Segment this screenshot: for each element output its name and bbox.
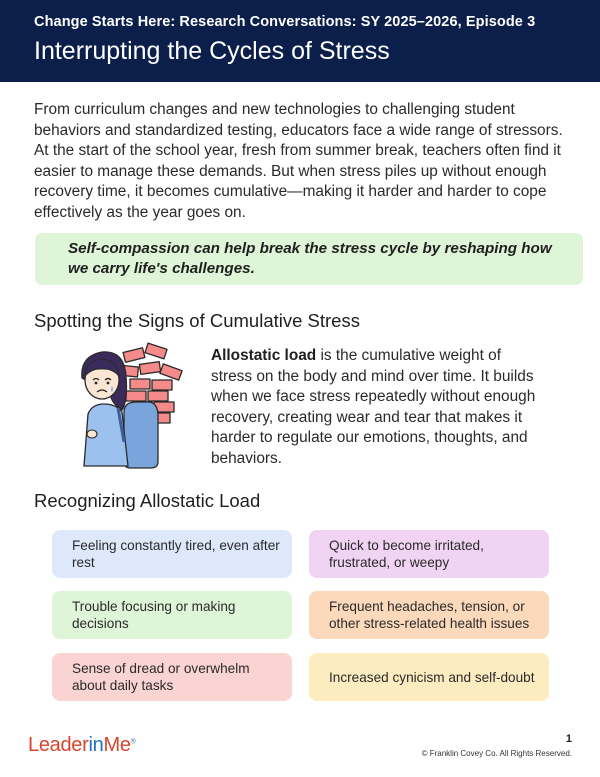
page-title: Interrupting the Cycles of Stress xyxy=(34,37,390,65)
callout-box xyxy=(35,233,583,285)
sign-card-cynicism: Increased cynicism and self-doubt xyxy=(309,653,549,701)
copyright-notice: © Franklin Covey Co. All Rights Reserved. xyxy=(421,749,572,758)
callout-text: Self-compassion can help break the stress cycle by reshaping how we carry life's challenges. xyxy=(68,240,552,277)
sign-card-headaches: Frequent headaches, tension, or other stress-related health issues xyxy=(309,591,549,639)
stressed-person-carrying-bricks-icon xyxy=(72,342,196,470)
allostatic-load-paragraph xyxy=(211,346,541,469)
series-title: Change Starts Here: Research Conversations: SY 2025–2026, Episode 3 xyxy=(34,14,536,30)
section-heading-recognizing: Recognizing Allostatic Load xyxy=(34,490,261,511)
sign-card-dread: Sense of dread or overwhelm about daily tasks xyxy=(52,653,292,701)
section-heading-signs: Spotting the Signs of Cumulative Stress xyxy=(34,310,360,331)
sign-card-focus: Trouble focusing or making decisions xyxy=(52,591,292,639)
leader-in-me-logo: LeaderinMe® xyxy=(28,734,136,756)
sign-card-irritated: Quick to become irritated, frustrated, or weepy xyxy=(309,530,549,578)
page-number: 1 xyxy=(565,733,572,745)
sign-card-tired: Feeling constantly tired, even after rest xyxy=(52,530,292,578)
page-header xyxy=(0,0,600,82)
allostatic-load-term: Allostatic load xyxy=(211,347,317,364)
allostatic-load-definition: is the cumulative weight of stress on the body and mind over time. It builds when we face stress repeatedly without enough recovery, creating wear and tear that makes it harder to regulate our emotions, thoughts, and behaviors. xyxy=(211,347,536,467)
intro-paragraph: From curriculum changes and new technologies to challenging student behaviors and standardized testing, educators face a wide range of stressors. At the start of the school year, fresh from summer break, teachers often find it easier to manage these demands. But when stress piles up without enough recovery time, it becomes cumulative—making it harder and harder to cope effectively as the year goes on. xyxy=(34,101,563,221)
